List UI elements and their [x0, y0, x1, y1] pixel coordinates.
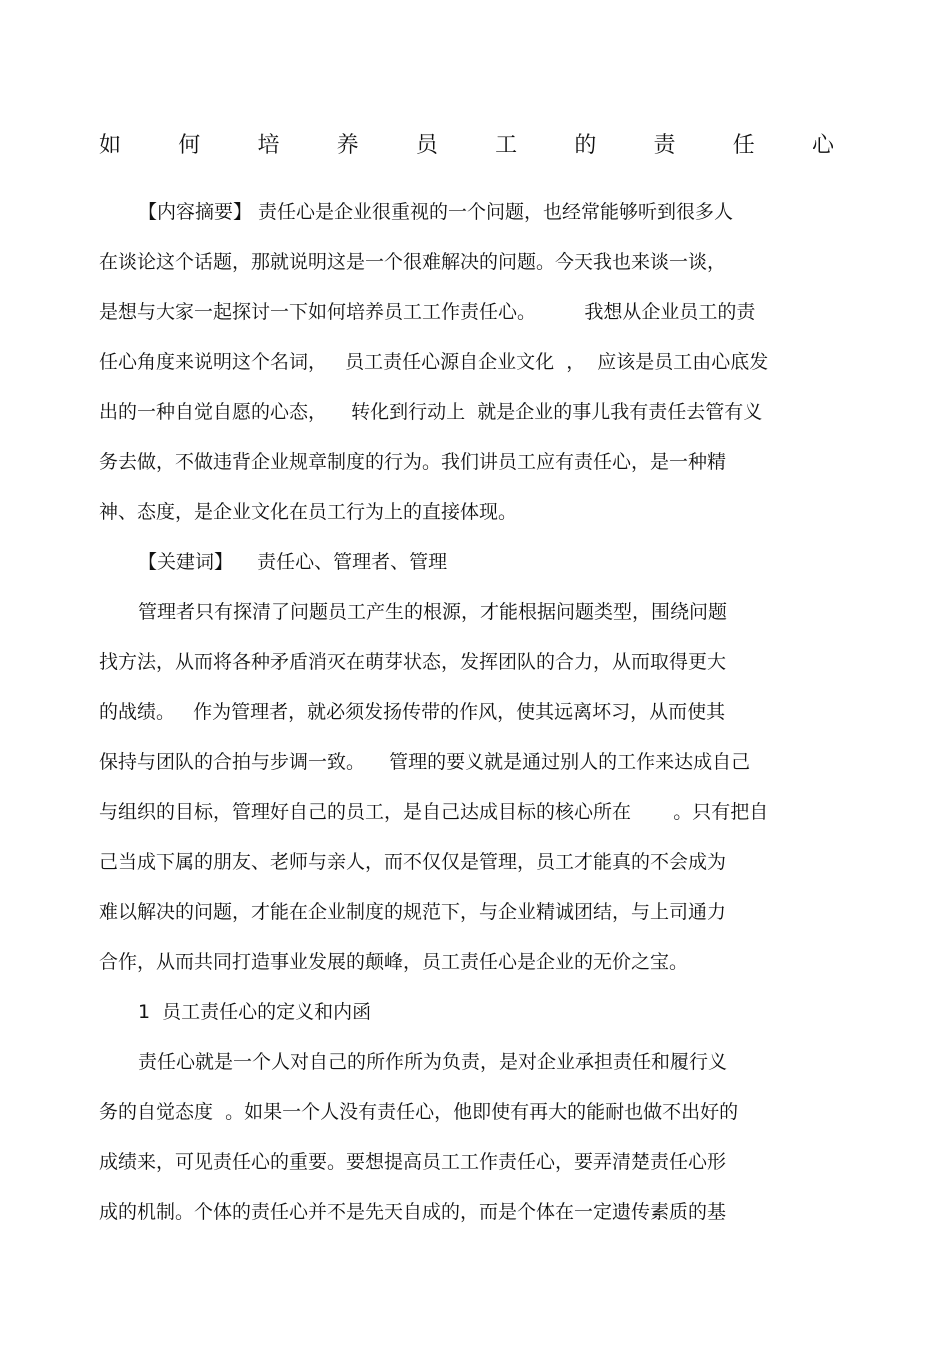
body-line: 与组织的目标，管理好自己的员工，是自己达成目标的核心所在 。只有把自 — [99, 801, 769, 823]
title-char: 员 — [415, 132, 438, 158]
body-line: 难以解决的问题，才能在企业制度的规范下，与企业精诚团结，与上司通力 — [99, 901, 727, 923]
body-line: 找方法，从而将各种矛盾消灭在萌芽状态，发挥团队的合力，从而取得更大 — [99, 651, 727, 673]
section-heading: 1 员工责任心的定义和内函 — [138, 1001, 372, 1023]
title-char: 责 — [653, 132, 676, 158]
title-char: 心 — [811, 132, 834, 158]
body-line: 的战绩。 作为管理者，就必须发扬传带的作风，使其远离坏习，从而使其 — [99, 701, 726, 723]
body-line: 保持与团队的合拍与步调一致。 管理的要义就是通过别人的工作来达成自己 — [99, 751, 751, 773]
abstract-line: 任心角度来说明这个名词， 员工责任心源自企业文化 ， 应该是员工由心底发 — [99, 351, 769, 373]
body-line: 务的自觉态度 。如果一个人没有责任心，他即使有再大的能耐也做不出好的 — [99, 1101, 739, 1123]
body-line: 管理者只有探清了问题员工产生的根源，才能根据问题类型，围绕问题 — [138, 601, 728, 623]
body-line: 成绩来，可见责任心的重要。要想提高员工工作责任心，要弄清楚责任心形 — [99, 1151, 727, 1173]
abstract-line: 【内容摘要】 责任心是企业很重视的一个问题，也经常能够听到很多人 — [138, 201, 734, 223]
body-line: 合作，从而共同打造事业发展的颠峰，员工责任心是企业的无价之宝。 — [99, 951, 689, 973]
title-char: 工 — [495, 132, 518, 158]
title-char: 养 — [336, 132, 359, 158]
body-line: 责任心就是一个人对自己的所作所为负责，是对企业承担责任和履行义 — [138, 1051, 728, 1073]
title-char: 如 — [99, 132, 122, 158]
keywords-line: 【关建词】 责任心、管理者、管理 — [138, 551, 448, 573]
document-title — [99, 126, 834, 160]
title-char: 何 — [178, 132, 201, 158]
title-char: 任 — [732, 132, 755, 158]
title-char: 培 — [257, 132, 280, 158]
body-line: 己当成下属的朋友、老师与亲人，而不仅仅是管理，员工才能真的不会成为 — [99, 851, 727, 873]
title-char: 的 — [574, 132, 597, 158]
abstract-line: 神、态度，是企业文化在员工行为上的直接体现。 — [99, 501, 518, 523]
abstract-line: 在谈论这个话题，那就说明这是一个很难解决的问题。今天我也来谈一谈， — [99, 251, 727, 273]
abstract-line: 务去做，不做违背企业规章制度的行为。我们讲员工应有责任心，是一种精 — [99, 451, 727, 473]
abstract-line: 出的一种自觉自愿的心态， 转化到行动上 就是企业的事儿我有责任去管有义 — [99, 401, 763, 423]
body-line: 成的机制。个体的责任心并不是先天自成的，而是个体在一定遗传素质的基 — [99, 1201, 727, 1223]
abstract-line: 是想与大家一起探讨一下如何培养员工工作责任心。 我想从企业员工的责 — [99, 301, 756, 323]
